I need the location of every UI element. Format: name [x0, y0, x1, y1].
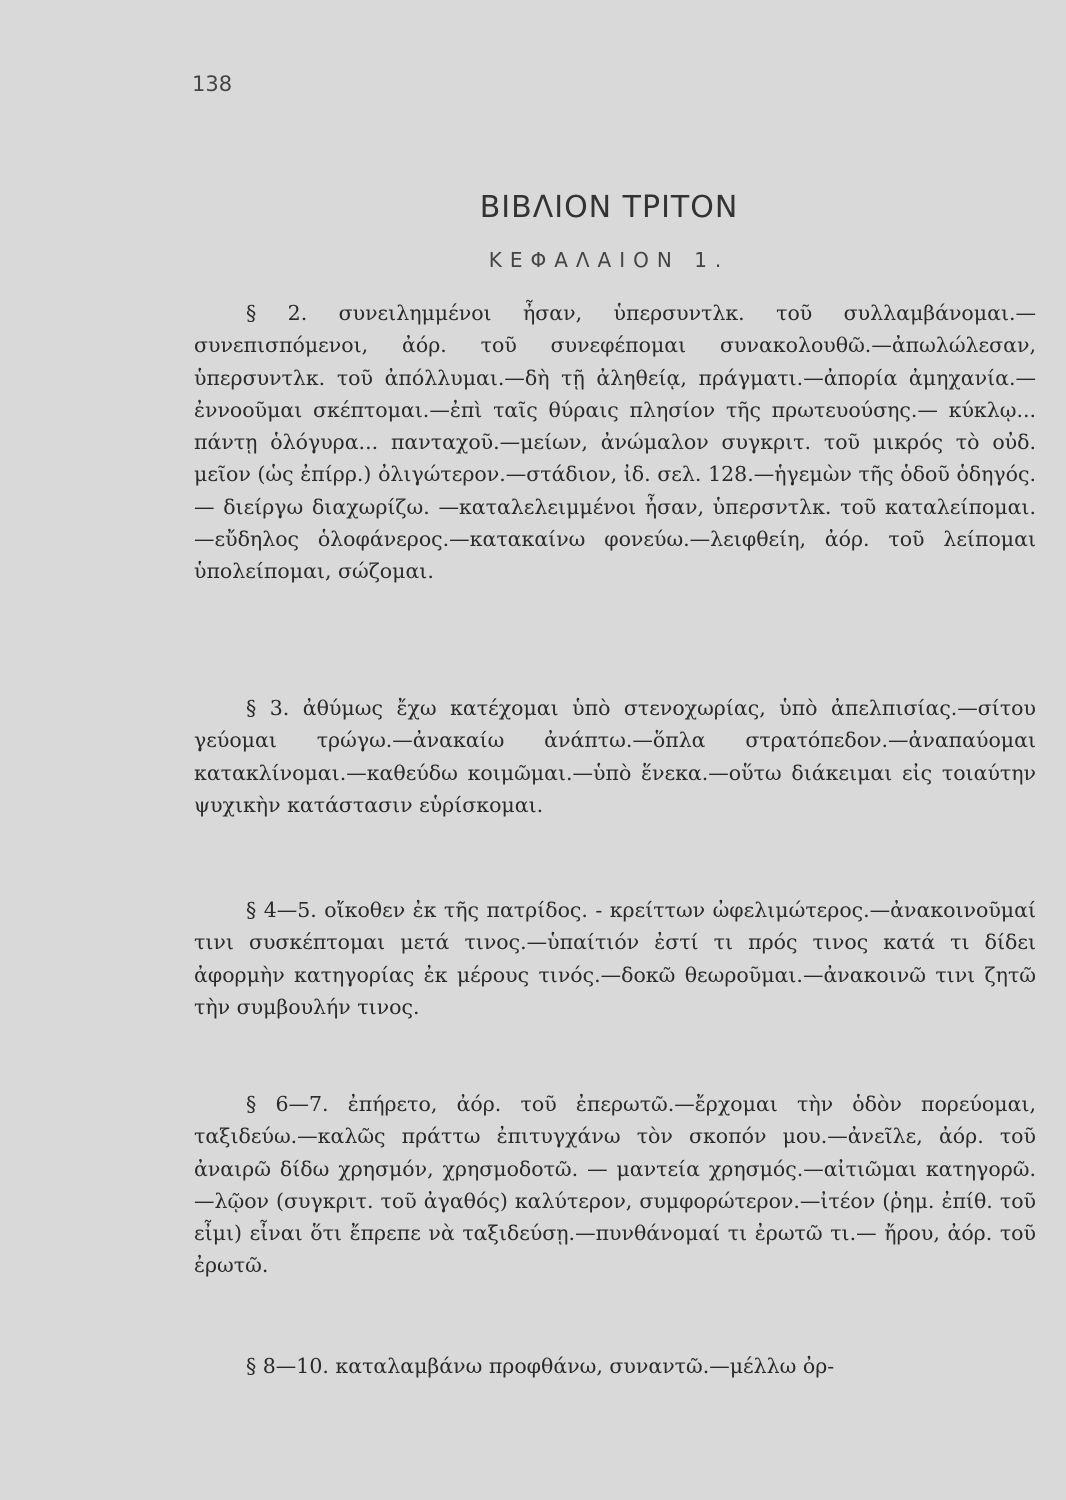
book-title: ΒΙΒΛΙΟΝ ΤΡΙΤΟΝ — [479, 190, 739, 225]
chapter-title: ΚΕΦΑΛΑΙΟΝ 1. — [488, 248, 730, 272]
section-text: § 8—10. καταλαμβάνω προφθάνω, συναντῶ.—μέλλω ὀρ- — [246, 1354, 835, 1378]
section-6-7-glossary — [194, 1088, 1036, 1282]
section-4-5-glossary — [194, 894, 1036, 1023]
section-3-glossary — [194, 692, 1036, 821]
section-text: § 3. ἀθύμως ἔχω κατέχομαι ὑπὸ στενοχωρίας, ὑπὸ ἀπελπισίας.—σίτου γεύομαι τρώγω.—ἀνακαίω ἀνάπτω.—ὅπλα στρατόπεδον.—ἀναπαύομαι κατακλίνομαι.—καθεύδω κοιμῶμαι.—ὑπὸ ἕνεκα.—οὕτω διάκειμαι εἰς τοιαύτην ψυχικὴν κατάστασιν εὑρίσκομαι. — [194, 696, 1036, 817]
section-text: § 2. συνειλημμένοι ἦσαν, ὑπερσυντλκ. τοῦ συλλαμβάνομαι.—συνεπισπόμενοι, ἀόρ. τοῦ συνεφέπομαι συνακολουθῶ.—ἀπωλώλεσαν, ὑπερσυντλκ. τοῦ ἀπόλλυμαι.—δὴ τῇ ἀληθείᾳ, πράγματι.—ἀπορία ἀμηχανία.— ἐννοοῦμαι σκέπτομαι.—ἐπὶ ταῖς θύραις πλησίον τῆς πρωτευούσης.— κύκλῳ... πάντῃ ὁλόγυρα... πανταχοῦ.—μείων, ἀνώμαλον συγκριτ. τοῦ μικρός τὸ οὐδ. μεῖον (ὡς ἐπίρρ.) ὀλιγώτερον.—στάδιον, ἰδ. σελ. 128.—ἡγεμὼν τῆς ὁδοῦ ὁδηγός. — διείργω διαχωρίζω. —καταλελειμμένοι ἦσαν, ὑπερσντλκ. τοῦ καταλείπομαι.—εὔδηλος ὁλοφάνερος.—κατακαίνω φονεύω.—λειφθείη, ἀόρ. τοῦ λείπομαι ὑπολείπομαι, σώζομαι. — [194, 301, 1036, 584]
section-2-glossary — [194, 297, 1036, 588]
section-8-10-glossary — [194, 1350, 1036, 1382]
section-text: § 4—5. οἴκοθεν ἐκ τῆς πατρίδος. - κρείττων ὠφελιμώτερος.—ἀνακοινοῦμαί τινι συσκέπτομαι μετά τινος.—ὑπαίτιόν ἐστί τι πρός τινος κατά τι δίδει ἀφορμὴν κατηγορίας ἐκ μέρους τινός.—δοκῶ θεωροῦμαι.—ἀνακοινῶ τινι ζητῶ τὴν συμβουλήν τινος. — [194, 898, 1036, 1019]
section-text: § 6—7. ἐπήρετο, ἀόρ. τοῦ ἐπερωτῶ.—ἔρχομαι τὴν ὁδὸν πορεύομαι, ταξιδεύω.—καλῶς πράττω ἐπιτυγχάνω τὸν σκοπόν μου.—ἀνεῖλε, ἀόρ. τοῦ ἀναιρῶ δίδω χρησμόν, χρησμοδοτῶ. — μαντεία χρησμός.—αἰτιῶμαι κατηγορῶ.—λῷον (συγκριτ. τοῦ ἀγαθός) καλύτερον, συμφορώτερον.—ἰτέον (ῥημ. ἐπίθ. τοῦ εἶμι) εἶναι ὅτι ἔπρεπε νὰ ταξιδεύσῃ.—πυνθάνομαί τι ἐρωτῶ τι.— ἤρου, ἀόρ. τοῦ ἐρωτῶ. — [194, 1092, 1036, 1278]
page-number: 138 — [192, 72, 233, 96]
